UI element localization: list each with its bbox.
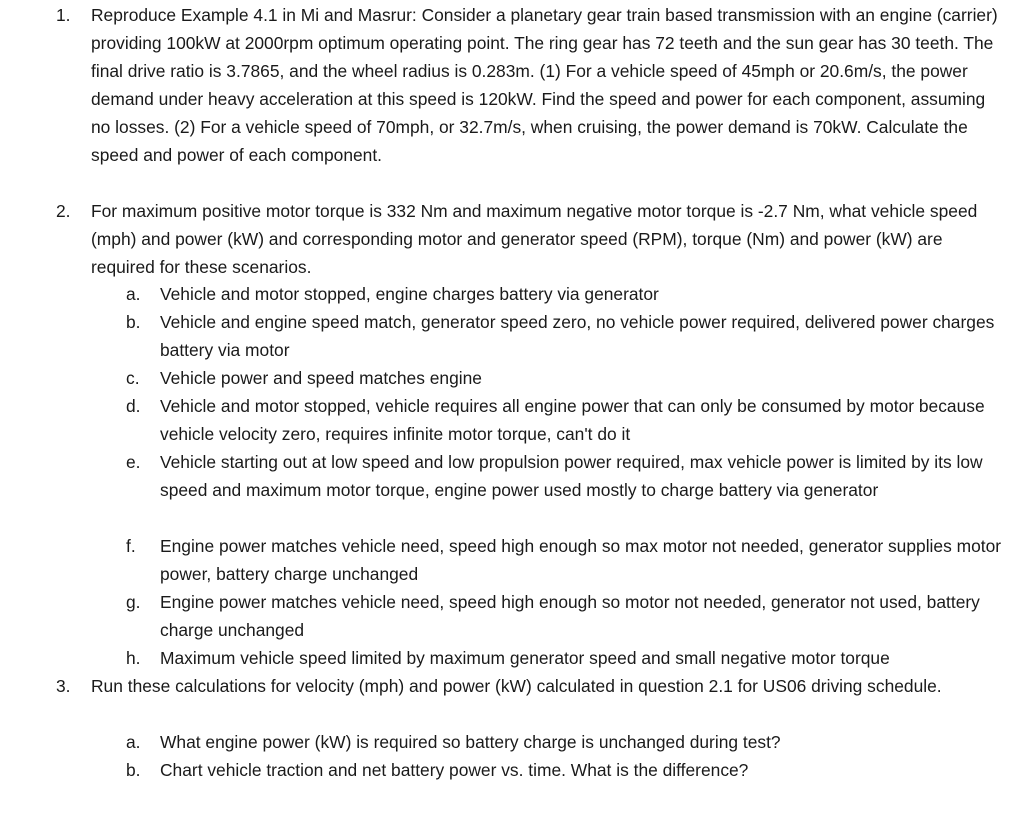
- list-item-text: Vehicle and motor stopped, engine charges battery via generator: [160, 284, 659, 304]
- question-3: [56, 673, 1006, 701]
- question-2-item-f: [126, 533, 1006, 589]
- question-3-text: Run these calculations for velocity (mph) and power (kW) calculated in question 2.1 for US06 driving schedule.: [91, 676, 942, 696]
- list-item-text: What engine power (kW) is required so battery charge is unchanged during test?: [160, 732, 781, 752]
- question-2-item-g: [126, 589, 1006, 645]
- list-item-text: Engine power matches vehicle need, speed high enough so motor not needed, generator not used, battery charge unchanged: [160, 592, 980, 640]
- question-1-number: 1.: [56, 5, 71, 25]
- list-item-text: Maximum vehicle speed limited by maximum generator speed and small negative motor torque: [160, 648, 890, 668]
- question-2-number: 2.: [56, 201, 71, 221]
- list-item-letter: a.: [126, 284, 141, 304]
- list-item-letter: f.: [126, 536, 136, 556]
- list-item-text: Chart vehicle traction and net battery power vs. time. What is the difference?: [160, 760, 749, 780]
- list-item-letter: e.: [126, 452, 141, 472]
- question-1: [56, 2, 1006, 169]
- list-item-text: Vehicle and engine speed match, generator speed zero, no vehicle power required, delivered power charges battery via motor: [160, 312, 995, 360]
- question-2-text: For maximum positive motor torque is 332 Nm and maximum negative motor torque is -2.7 Nm, what vehicle speed (mph) and power (kW) and corresponding motor and generator speed (RPM), torque (Nm) and power (kW) are required for these scenarios.: [91, 201, 978, 277]
- question-3-item-b: [126, 757, 1006, 785]
- list-item-letter: b.: [126, 760, 141, 780]
- list-item-text: Vehicle and motor stopped, vehicle requires all engine power that can only be consumed by motor because vehicle velocity zero, requires infinite motor torque, can't do it: [160, 396, 985, 444]
- list-item-letter: a.: [126, 732, 141, 752]
- list-item-text: Vehicle starting out at low speed and low propulsion power required, max vehicle power is limited by its low speed and maximum motor torque, engine power used mostly to charge battery via generator: [160, 452, 983, 500]
- question-2-item-d: [126, 393, 1006, 449]
- question-2-item-h: [126, 645, 1006, 673]
- list-item-text: Vehicle power and speed matches engine: [160, 368, 482, 388]
- list-item-text: Engine power matches vehicle need, speed high enough so max motor not needed, generator supplies motor power, battery charge unchanged: [160, 536, 1002, 584]
- question-3-number: 3.: [56, 676, 71, 696]
- list-item-letter: b.: [126, 312, 141, 332]
- question-2-item-a: [126, 281, 1006, 309]
- question-2-item-e: [126, 449, 1006, 505]
- question-2-item-b: [126, 309, 1006, 365]
- list-item-letter: h.: [126, 648, 141, 668]
- question-3-item-a: [126, 729, 1006, 757]
- list-item-letter: d.: [126, 396, 141, 416]
- question-1-text: Reproduce Example 4.1 in Mi and Masrur: Consider a planetary gear train based transmission with an engine (carrier) providing 100kW at 2000rpm optimum operating point. The ring gear has 72 teeth and the sun gear has 30 teeth. The final drive ratio is 3.7865, and the wheel radius is 0.283m. (1) For a vehicle speed of 45mph or 20.6m/s, the power demand under heavy acceleration at this speed is 120kW. Find the speed and power for each component, assuming no losses. (2) For a vehicle speed of 70mph, or 32.7m/s, when cruising, the power demand is 70kW. Calculate the speed and power of each component.: [91, 5, 998, 165]
- list-item-letter: g.: [126, 592, 141, 612]
- list-item-letter: c.: [126, 368, 140, 388]
- question-2-item-c: [126, 365, 1006, 393]
- question-2: [56, 198, 1006, 282]
